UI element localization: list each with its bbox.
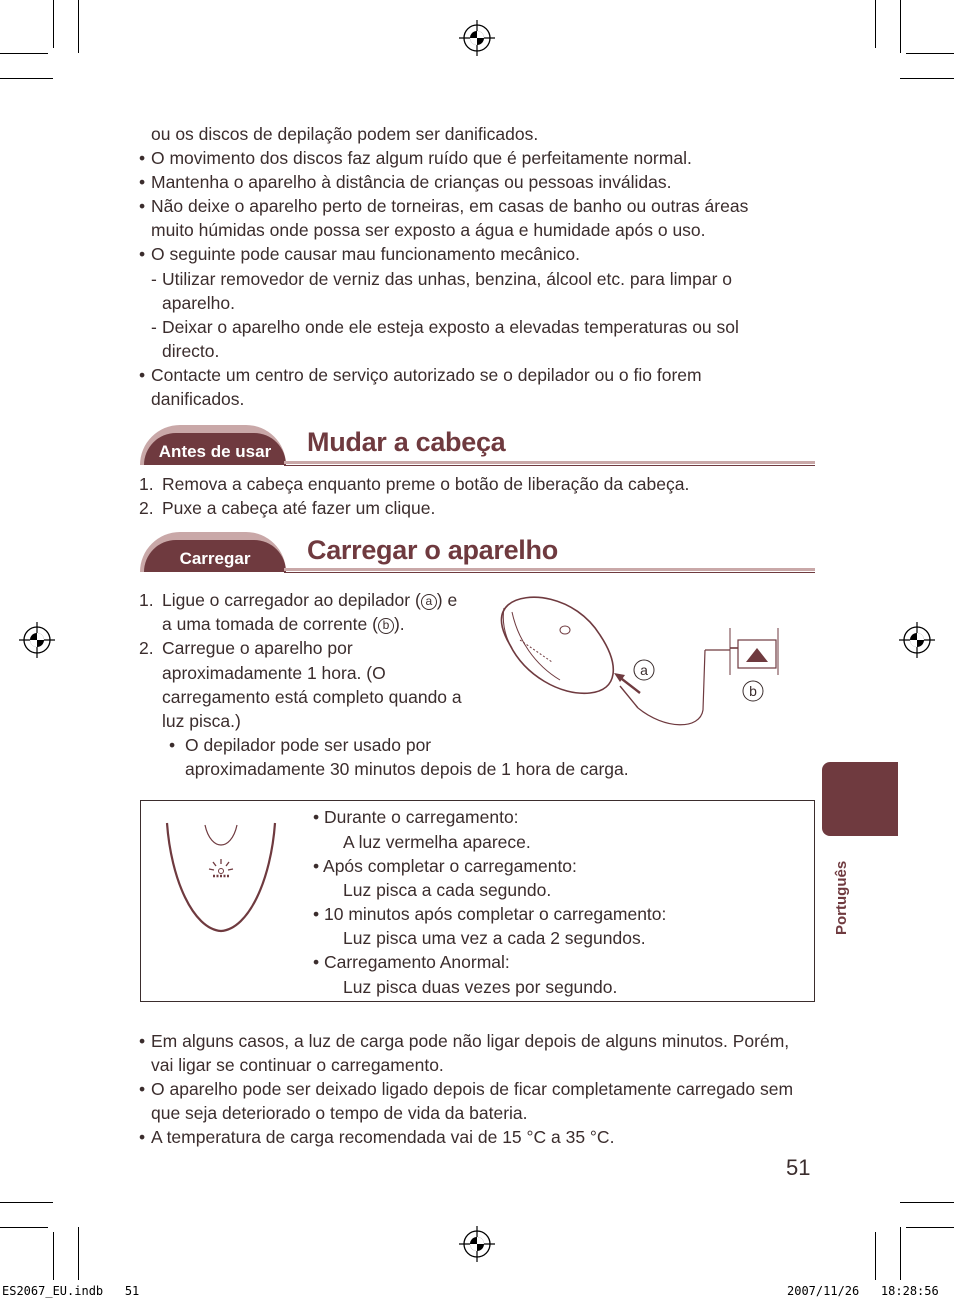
section-rule xyxy=(284,568,815,571)
step-continuation: luz pisca.) xyxy=(162,711,241,731)
step-number: 1. xyxy=(139,590,154,610)
step xyxy=(139,496,435,520)
section-title: Carregar o aparelho xyxy=(307,535,558,565)
step-text: ) e xyxy=(436,590,458,610)
note-text: Em alguns casos, a luz de carga pode não ligar depois de alguns minutos. Porém, xyxy=(151,1031,790,1051)
warning-text: O movimento dos discos faz algum ruído que é perfeitamente normal. xyxy=(151,148,692,168)
charging-illustration xyxy=(490,590,790,735)
dash: - xyxy=(151,317,157,337)
charging-status-box xyxy=(140,800,815,1002)
bullet: • xyxy=(139,1079,146,1099)
figure-label-a: a xyxy=(640,662,648,678)
crop-mark xyxy=(906,53,954,54)
note-continuation: vai ligar se continuar o carregamento. xyxy=(151,1055,444,1075)
warning-text: Contacte um centro de serviço autorizado se o depilador ou o fio forem xyxy=(151,365,702,385)
step xyxy=(139,636,353,660)
sub-item xyxy=(151,267,732,291)
step-text: Carregue o aparelho por xyxy=(162,638,353,658)
note-text: O aparelho pode ser deixado ligado depois de ficar completamente carregado sem xyxy=(151,1079,794,1099)
label-a-marker: a xyxy=(421,594,437,610)
registration-mark-icon xyxy=(459,20,495,56)
bullet: • xyxy=(139,365,146,385)
section-tab xyxy=(140,425,286,465)
crop-mark xyxy=(0,78,53,79)
registration-mark-icon xyxy=(899,622,935,658)
note-text: A temperatura de carga recomendada vai de 15 °C a 35 °C. xyxy=(151,1127,615,1147)
section-rule xyxy=(284,572,815,573)
warning-continuation: muito húmidas onde possa ser exposto a água e humidade após o uso. xyxy=(151,220,706,240)
warning-item xyxy=(139,170,671,194)
warning-text: Mantenha o aparelho à distância de crianças ou pessoas inválidas. xyxy=(151,172,672,192)
figure-label-b: b xyxy=(749,683,757,699)
status-detail: Luz pisca duas vezes por segundo. xyxy=(343,977,618,997)
status-label: • 10 minutos após completar o carregamento: xyxy=(313,904,667,924)
section-tab-label: Antes de usar xyxy=(144,433,286,465)
note-continuation: que seja deteriorado o tempo de vida da bateria. xyxy=(151,1103,528,1123)
warning-text: Não deixe o aparelho perto de torneiras, em casas de banho ou outras áreas xyxy=(151,196,749,216)
note-item xyxy=(139,1125,614,1149)
crop-mark xyxy=(875,1232,876,1280)
bullet: • xyxy=(139,1031,146,1051)
bullet: • xyxy=(139,1127,146,1147)
warning-item xyxy=(139,146,692,170)
sub-item-text: Deixar o aparelho onde ele esteja exposto a elevadas temperaturas ou sol xyxy=(162,317,739,337)
crop-mark xyxy=(0,1202,53,1203)
section-rule xyxy=(284,465,815,466)
note-text: O depilador pode ser usado por xyxy=(185,735,432,755)
bullet: • xyxy=(139,148,146,168)
crop-mark xyxy=(78,0,79,53)
step-number: 2. xyxy=(139,638,154,658)
step-text: Puxe a cabeça até fazer um clique. xyxy=(162,498,436,518)
charge-light-illustration xyxy=(163,819,283,937)
crop-mark xyxy=(906,1227,954,1228)
print-footer-right: 2007/11/26 18:28:56 xyxy=(787,1284,939,1298)
section-tab xyxy=(140,532,286,572)
warning-text: O seguinte pode causar mau funcionamento mecânico. xyxy=(151,244,581,264)
section-title: Mudar a cabeça xyxy=(307,427,506,457)
print-footer-left: ES2067_EU.indb 51 xyxy=(2,1284,140,1298)
warning-item xyxy=(139,194,748,218)
crop-mark xyxy=(900,78,954,79)
step xyxy=(139,588,457,612)
step-text: a uma tomada de corrente ( xyxy=(162,614,378,634)
bullet: • xyxy=(169,735,176,755)
crop-mark xyxy=(53,0,54,48)
section-tab-label: Carregar xyxy=(144,540,286,572)
sub-item-text: Utilizar removedor de verniz das unhas, benzina, álcool etc. para limpar o xyxy=(162,269,733,289)
warning-item xyxy=(139,363,702,387)
warning-continuation: ou os discos de depilação podem ser danificados. xyxy=(151,124,539,144)
status-label: • Após completar o carregamento: xyxy=(313,856,577,876)
warning-item xyxy=(139,242,580,266)
page-number: 51 xyxy=(786,1155,811,1180)
step-text: ). xyxy=(393,614,405,634)
registration-mark-icon xyxy=(459,1226,495,1262)
bullet: • xyxy=(139,172,146,192)
crop-mark xyxy=(78,1227,79,1280)
step-continuation: carregamento está completo quando a xyxy=(162,687,462,707)
step xyxy=(139,472,689,496)
sub-item xyxy=(151,315,739,339)
step-text: Ligue o carregador ao depilador ( xyxy=(162,590,421,610)
status-detail: Luz pisca a cada segundo. xyxy=(343,880,552,900)
step-text: Remova a cabeça enquanto preme o botão de liberação da cabeça. xyxy=(162,474,690,494)
crop-mark xyxy=(53,1232,54,1280)
crop-mark xyxy=(875,0,876,48)
status-label: • Carregamento Anormal: xyxy=(313,952,510,972)
registration-mark-icon xyxy=(19,622,55,658)
status-detail: Luz pisca uma vez a cada 2 segundos. xyxy=(343,928,646,948)
step-number: 2. xyxy=(139,498,154,518)
status-label: • Durante o carregamento: xyxy=(313,807,519,827)
crop-mark xyxy=(900,1202,954,1203)
dash: - xyxy=(151,269,157,289)
bullet: • xyxy=(139,244,146,264)
step-continuation: aproximadamente 1 hora. (O xyxy=(162,663,386,683)
sub-item-continuation: aparelho. xyxy=(162,293,235,313)
note-item xyxy=(139,1077,793,1101)
note-item xyxy=(169,733,431,757)
crop-mark xyxy=(0,1227,48,1228)
note-item xyxy=(139,1029,789,1053)
crop-mark xyxy=(900,0,901,53)
status-detail: A luz vermelha aparece. xyxy=(343,832,531,852)
step-continuation xyxy=(162,612,405,636)
section-rule xyxy=(284,461,815,464)
sub-item-continuation: directo. xyxy=(162,341,220,361)
bullet: • xyxy=(139,196,146,216)
step-number: 1. xyxy=(139,474,154,494)
crop-mark xyxy=(900,1227,901,1280)
note-continuation: aproximadamente 30 minutos depois de 1 hora de carga. xyxy=(185,759,629,779)
language-side-tab xyxy=(822,762,898,836)
language-label: Português xyxy=(833,860,850,935)
label-b-marker: b xyxy=(378,618,394,634)
warning-continuation: danificados. xyxy=(151,389,245,409)
crop-mark xyxy=(0,53,48,54)
